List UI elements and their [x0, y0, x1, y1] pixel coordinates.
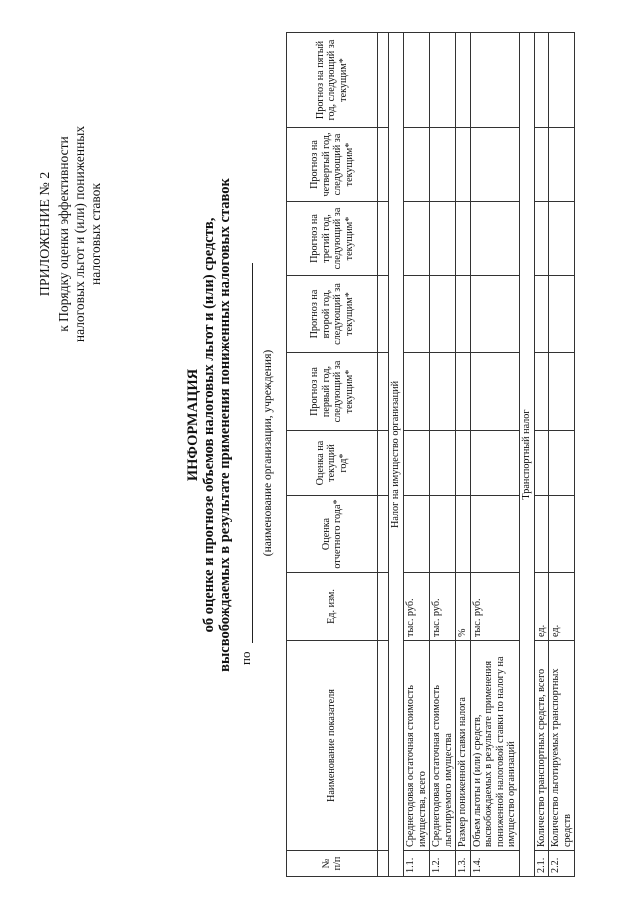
header-forecast-5: Прогноз на пятый год, следующий за текущим* — [287, 33, 378, 128]
table-row — [534, 33, 549, 877]
header-forecast-2: Прогноз на второй год, следующий за текущим* — [287, 276, 378, 353]
cell-empty[interactable] — [404, 202, 430, 276]
appendix-line-2: налоговых льгот и (или) пониженных — [72, 125, 87, 343]
cell-empty[interactable] — [534, 353, 549, 431]
row-num: 1.1. — [404, 851, 430, 877]
cell-empty[interactable] — [470, 33, 519, 128]
table-row — [404, 33, 430, 877]
section-title: Налог на имущество организаций — [389, 33, 404, 877]
table-row — [456, 33, 471, 877]
row-name: Количество транспортных средств, всего — [534, 641, 549, 851]
appendix-line-3: налоговых ставок — [88, 183, 103, 285]
cell-empty[interactable] — [430, 33, 456, 128]
header-unit: Ед. изм. — [287, 573, 378, 641]
row-name: Среднегодовая остаточная стоимость имущества, всего — [404, 641, 430, 851]
heading-title: ИНФОРМАЦИЯ — [185, 368, 201, 482]
section-row-transport-tax — [519, 33, 534, 877]
cell-empty[interactable] — [470, 496, 519, 573]
cell-empty[interactable] — [470, 128, 519, 202]
cell-empty[interactable] — [534, 128, 549, 202]
header-name: Наименование показателя — [287, 641, 378, 851]
cell-empty[interactable] — [534, 33, 549, 128]
row-name: Количество льготируемых транспортных средств — [549, 641, 575, 851]
cell-empty[interactable] — [430, 353, 456, 431]
table-spacer-row — [378, 33, 389, 877]
cell-empty[interactable] — [549, 431, 575, 496]
cell-empty[interactable] — [534, 276, 549, 353]
organization-prefix: по — [238, 651, 253, 665]
cell-empty[interactable] — [456, 202, 471, 276]
row-name: Размер пониженной ставки налога — [456, 641, 471, 851]
cell-empty[interactable] — [430, 431, 456, 496]
cell-empty[interactable] — [549, 496, 575, 573]
heading-line-3: высвобождаемых в результате применения пониженных налоговых ставок — [217, 178, 233, 672]
row-unit: ед. — [534, 573, 549, 641]
cell-empty[interactable] — [549, 33, 575, 128]
indicators-table — [286, 32, 575, 877]
cell-empty[interactable] — [430, 128, 456, 202]
cell-empty[interactable] — [430, 496, 456, 573]
row-num: 1.3. — [456, 851, 471, 877]
header-forecast-4: Прогноз на четвертый год, следующий за текущим* — [287, 128, 378, 202]
organization-caption: (наименование организации, учреждения) — [262, 349, 274, 557]
row-num: 1.2. — [430, 851, 456, 877]
cell-empty[interactable] — [404, 431, 430, 496]
cell-empty[interactable] — [430, 276, 456, 353]
cell-empty[interactable] — [549, 276, 575, 353]
row-num: 1.4. — [470, 851, 519, 877]
section-title: Транспортный налог — [519, 33, 534, 877]
appendix-title: ПРИЛОЖЕНИЕ № 2 — [38, 171, 53, 297]
cell-empty[interactable] — [470, 353, 519, 431]
document-heading — [185, 125, 233, 725]
header-forecast-3: Прогноз на третий год, следующий за текущим* — [287, 202, 378, 276]
cell-empty[interactable] — [470, 202, 519, 276]
cell-empty[interactable] — [430, 202, 456, 276]
cell-empty[interactable] — [470, 276, 519, 353]
header-num: № п/п — [287, 851, 378, 877]
cell-empty[interactable] — [534, 431, 549, 496]
row-name: Объем льготы и (или) средств, высвобождаемых в результате применения пониженной налоговой ставки по налогу на имущество организаций — [470, 641, 519, 851]
table-row — [470, 33, 519, 877]
header-current-year: Оценка на текущий год* — [287, 431, 378, 496]
cell-empty[interactable] — [456, 496, 471, 573]
cell-empty[interactable] — [470, 431, 519, 496]
cell-empty[interactable] — [404, 128, 430, 202]
row-unit: тыс. руб. — [404, 573, 430, 641]
cell-empty[interactable] — [534, 202, 549, 276]
row-unit: тыс. руб. — [430, 573, 456, 641]
cell-empty[interactable] — [456, 128, 471, 202]
heading-line-2: об оценке и прогнозе объемов налоговых льгот и (или) средств, — [201, 217, 217, 633]
organization-fill-line — [252, 263, 253, 643]
cell-empty[interactable] — [456, 276, 471, 353]
appendix-line-1: к Порядку оценки эффективности — [56, 136, 71, 332]
cell-empty[interactable] — [404, 353, 430, 431]
cell-empty[interactable] — [549, 202, 575, 276]
cell-empty[interactable] — [404, 496, 430, 573]
header-report-year: Оценка отчетного года* — [287, 496, 378, 573]
table-row — [430, 33, 456, 877]
table-header-row — [287, 33, 378, 877]
cell-empty[interactable] — [456, 353, 471, 431]
cell-empty[interactable] — [404, 33, 430, 128]
cell-empty[interactable] — [549, 353, 575, 431]
cell-empty[interactable] — [456, 33, 471, 128]
cell-empty[interactable] — [404, 276, 430, 353]
cell-empty[interactable] — [549, 128, 575, 202]
row-unit: % — [456, 573, 471, 641]
table-row — [549, 33, 575, 877]
row-num: 2.1. — [534, 851, 549, 877]
appendix-block — [38, 84, 104, 384]
row-name: Среднегодовая остаточная стоимость льготируемого имущества — [430, 641, 456, 851]
cell-empty[interactable] — [456, 431, 471, 496]
row-unit: ед. — [549, 573, 575, 641]
row-num: 2.2. — [549, 851, 575, 877]
section-row-property-tax — [389, 33, 404, 877]
cell-empty[interactable] — [534, 496, 549, 573]
header-forecast-1: Прогноз на первый год, следующий за текущим* — [287, 353, 378, 431]
row-unit: тыс. руб. — [470, 573, 519, 641]
